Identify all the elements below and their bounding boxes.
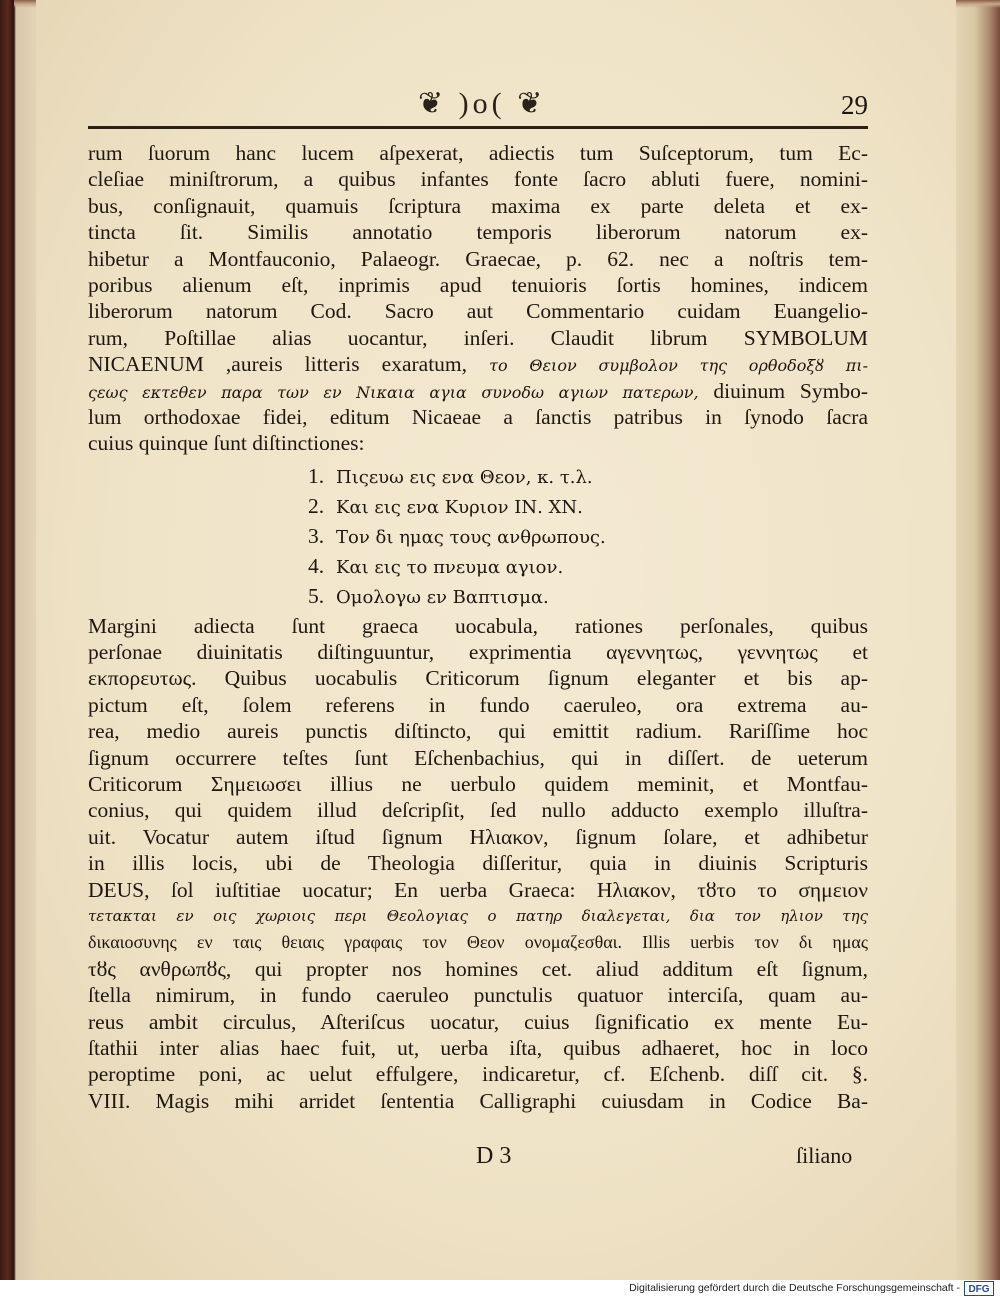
text-fragment: diuinum Symbo- [713, 378, 868, 403]
text-line: tincta ſit. Similis annotatio temporis liberorum natorum ex- [88, 220, 868, 245]
text-line: poribus alienum eſt, inprimis apud tenuioris ſortis homines, indicem [88, 272, 868, 297]
page-number: 29 [841, 90, 868, 120]
text-line: Criticorum Σημειωσει illius ne uerbulo quidem meminit, et Montfau- [88, 772, 868, 797]
text-line: rum ſuorum hanc lucem aſpexerat, adiectis tum Suſceptorum, tum Ec- [88, 141, 868, 165]
text-line: VIII. Magis mihi arridet ſententia Calligraphi cuiusdam in Codice Ba- [88, 1088, 868, 1113]
text-line: Margini adiecta ſunt graeca uocabula, rationes perſonales, quibus [88, 613, 868, 638]
text-line: cuius quinque ſunt diſtinctiones: [88, 431, 365, 456]
digitization-footer [0, 1280, 1000, 1299]
text-line: reus ambit circulus, Aſteriſcus uocatur, cuius ſignificatio ex mente Eu- [88, 1009, 868, 1034]
text-line: rea, medio aureis punctis diſtincto, qui emittit radium. Rariſſime hoc [88, 719, 868, 744]
dfg-logo: DFG [964, 1281, 994, 1296]
text-line: lum orthodoxae fidei, editum Nicaeae a ſanctis patribus in ſynodo ſacra [88, 404, 868, 429]
header-ornament: ❦ )o( ❦ [418, 87, 547, 120]
text-fragment: NICAENUM ,aureis litteris exaratum, [88, 352, 468, 377]
paragraph [88, 613, 868, 1114]
header-rule [88, 126, 868, 129]
text-line: ſtella nimirum, in fundo caeruleo punctulis quatuor interciſa, quam au- [88, 983, 868, 1008]
list-item [88, 521, 868, 551]
page-header [88, 82, 868, 124]
text-line: in illis locis, ubi de Theologia diſſeritur, quia in diuinis Scripturis [88, 851, 868, 876]
text-line [88, 378, 868, 404]
greek-fragment: το Θειον συμβολον της ορθοδοξȣ πι- [489, 356, 868, 376]
item-number: 3. [308, 523, 325, 548]
text-line: τȣς ανθρωπȣς, qui propter nos homines cet. aliud additum eſt ſignum, [88, 956, 868, 981]
text-line: hibetur a Montfauconio, Palaeogr. Graecae, p. 62. nec a noſtris tem- [88, 246, 868, 271]
signature-mark: D 3 [476, 1143, 512, 1169]
item-number: 1. [308, 463, 325, 488]
funding-credit: Digitalisierung gefördert durch die Deutsche Forschungsgemeinschaft - [629, 1282, 960, 1294]
item-text: Και εις ενα Κυριον ΙΝ. ΧΝ. [336, 496, 583, 518]
body-text [88, 140, 868, 1114]
item-text: Τον δι ημας τους ανθρωπους. [336, 526, 606, 548]
text-line [88, 351, 868, 377]
text-line: DEUS, ſol iuſtitiae uocatur; En uerba Graeca: Ηλιακον, τȣτο το σημειον [88, 877, 868, 902]
text-line: perſonae diuinitatis diſtinguuntur, exprimentia αγεννητως, γεννητως et [88, 640, 868, 665]
greek-fragment: ςεως εκτεθεν παρα των εν Νικαια αγια συνοδω αγιων πατερων, [88, 382, 699, 402]
list-item [88, 551, 868, 581]
item-text: Πιςευω εις ενα Θεον, κ. τ.λ. [336, 466, 593, 488]
item-number: 5. [308, 583, 325, 608]
list-item [88, 461, 868, 491]
text-line: rum, Poſtillae alias uocantur, inſeri. Claudit librum SYMBOLUM [88, 325, 868, 350]
distinctions-list [88, 461, 868, 611]
text-line: cleſiae miniſtrorum, a quibus infantes fonte ſacro abluti fuere, nomini- [88, 167, 868, 192]
item-text: Και εις το πνευμα αγιον. [336, 556, 564, 578]
catchword: ſiliano [796, 1143, 853, 1168]
text-line: τετακται εν οις χωριοις περι Θεολογιας ο πατηρ διαλεγεται, δια τον ηλιον της [88, 906, 868, 925]
text-line: liberorum natorum Cod. Sacro aut Commentario cuidam Euangelio- [88, 299, 868, 324]
text-line: δικαιοσυνης εν ταις θειαις γραφαις τον Θεον ονομαζεσθαι. Illis uerbis τον δι ημας [88, 932, 868, 953]
list-item [88, 491, 868, 521]
item-number: 2. [308, 493, 325, 518]
text-line: ſtathii inter alias haec fuit, ut, uerba iſta, quibus adhaeret, hoc in loco [88, 1035, 868, 1060]
text-line: εκπορευτως. Quibus uocabulis Criticorum ſignum eleganter et bis ap- [88, 666, 868, 691]
item-text: Ομολογω εν Βαπτισμα. [336, 586, 549, 608]
item-number: 4. [308, 553, 325, 578]
text-line: conius, qui quidem illud deſcripſit, ſed nullo adducto exemplo illuſtra- [88, 798, 868, 823]
text-line: uit. Vocatur autem iſtud ſignum Ηλιακον, ſignum ſolare, et adhibetur [88, 824, 868, 849]
text-line: bus, conſignauit, quamuis ſcriptura maxima ex parte deleta et ex- [88, 193, 868, 218]
text-line: ſignum occurrere teſtes ſunt Eſchenbachius, qui in diſſert. de ueterum [88, 745, 868, 770]
list-item [88, 581, 868, 611]
text-line: peroptime poni, ac uelut effulgere, indicaretur, cf. Eſchenb. diſſ cit. §. [88, 1062, 868, 1087]
text-line: pictum eſt, ſolem referens in fundo caeruleo, ora extrema au- [88, 692, 868, 717]
